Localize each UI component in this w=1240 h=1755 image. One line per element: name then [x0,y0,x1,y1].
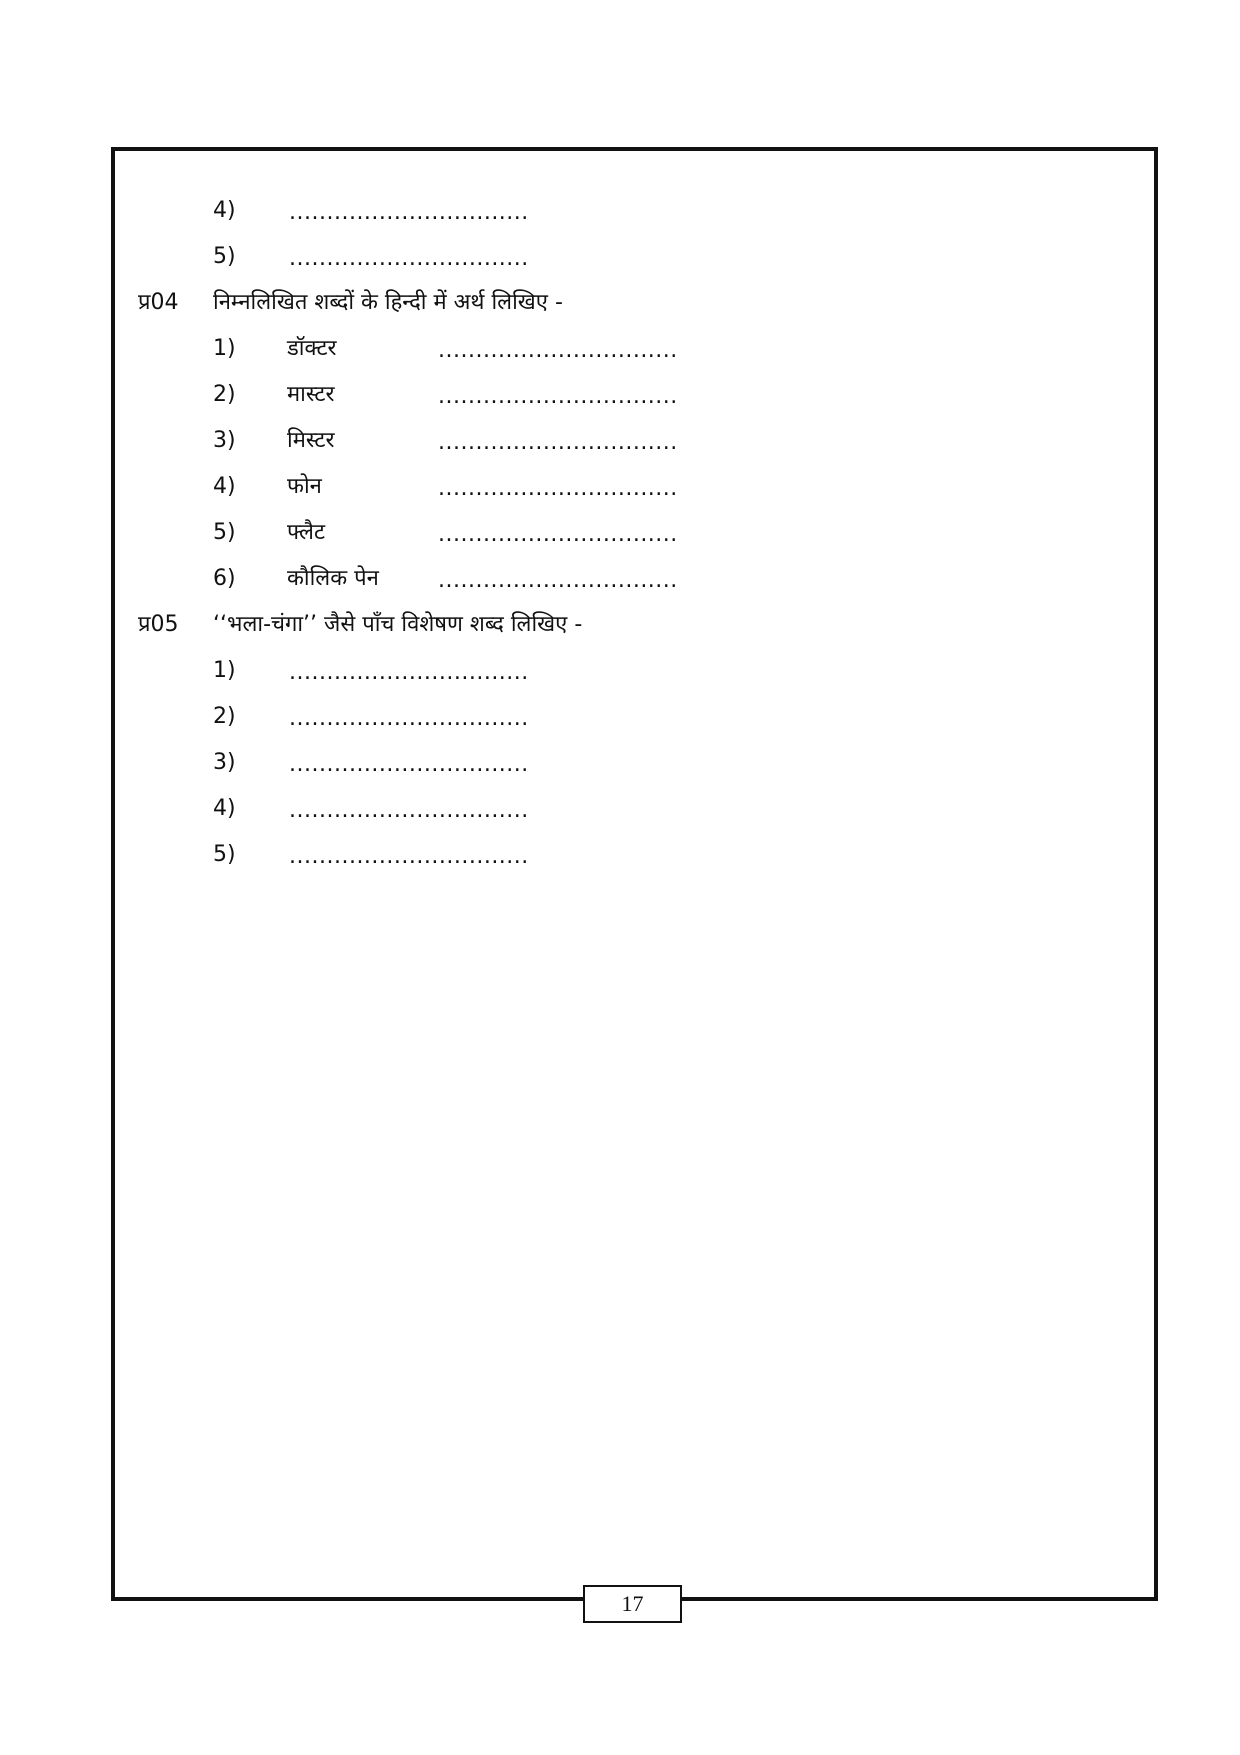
term-word: फ्लैट [287,520,326,545]
item-number: 3) [213,428,236,453]
answer-blank[interactable]: ................................ [438,430,678,455]
item-number: 4) [213,796,236,821]
answer-blank[interactable]: ................................ [289,752,529,777]
term-word: कौलिक पेन [287,566,379,591]
question-label: प्र05 [138,612,179,637]
question-label: प्र04 [138,290,179,315]
term-word: डॉक्टर [287,336,337,361]
item-number: 4) [213,474,236,499]
item-number: 2) [213,382,236,407]
answer-blank[interactable]: ................................ [289,844,529,869]
item-number: 3) [213,750,236,775]
item-number: 5) [213,520,236,545]
answer-blank[interactable]: ................................ [438,568,678,593]
term-word: मिस्टर [287,428,335,453]
answer-blank[interactable]: ................................ [289,660,529,685]
item-number: 4) [213,198,236,223]
term-word: फोन [287,474,322,499]
page-number: 17 [583,1585,682,1623]
answer-blank[interactable]: ................................ [289,246,529,271]
item-number: 5) [213,244,236,269]
answer-blank[interactable]: ................................ [438,338,678,363]
question-text: ‘‘भला-चंगा’’ जैसे पाँच विशेषण शब्द लिखिए - [213,612,583,637]
question-text: निम्नलिखित शब्दों के हिन्दी में अर्थ लिखिए - [213,290,563,315]
item-number: 1) [213,336,236,361]
item-number: 5) [213,842,236,867]
answer-blank[interactable]: ................................ [438,476,678,501]
answer-blank[interactable]: ................................ [438,522,678,547]
answer-blank[interactable]: ................................ [289,706,529,731]
item-number: 1) [213,658,236,683]
item-number: 6) [213,566,236,591]
answer-blank[interactable]: ................................ [438,384,678,409]
answer-blank[interactable]: ................................ [289,798,529,823]
term-word: मास्टर [287,382,335,407]
answer-blank[interactable]: ................................ [289,200,529,225]
item-number: 2) [213,704,236,729]
